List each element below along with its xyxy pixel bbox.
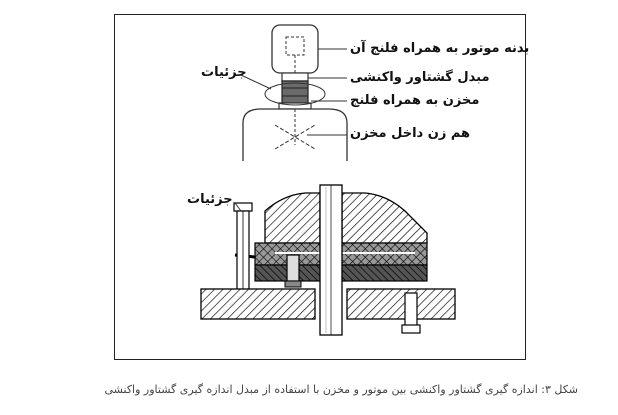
motor-flange (282, 73, 308, 81)
bolt-middle (287, 255, 299, 281)
label-details-top: جزئیات (201, 65, 247, 80)
torque-measurement-diagram (115, 15, 530, 361)
label-mixer-in-tank: هم زن داخل مخزن (350, 126, 471, 141)
figure-caption: شکل ۳: اندازه گیری گشتاور واکنشی بین موتور و مخزن با استفاده از مبدل اندازه گیری گشتاور واکنشی (104, 383, 578, 396)
label-torque-transducer: مبدل گشتاور واکنشی (350, 70, 490, 85)
label-details-bottom: جزئیات (187, 192, 233, 207)
figure-frame (114, 14, 530, 360)
motor-flange-section (265, 193, 320, 243)
tank-flange-section (201, 289, 315, 319)
label-motor-body: بدنه موتور به همراه فلنج آن (350, 41, 530, 56)
bottom-cross-section (201, 185, 455, 335)
torque-transducer-block (282, 81, 308, 103)
label-tank-with-flange: مخزن به همراه فلنج (350, 93, 480, 108)
bolt-left (234, 203, 252, 211)
top-schematic (241, 25, 347, 161)
